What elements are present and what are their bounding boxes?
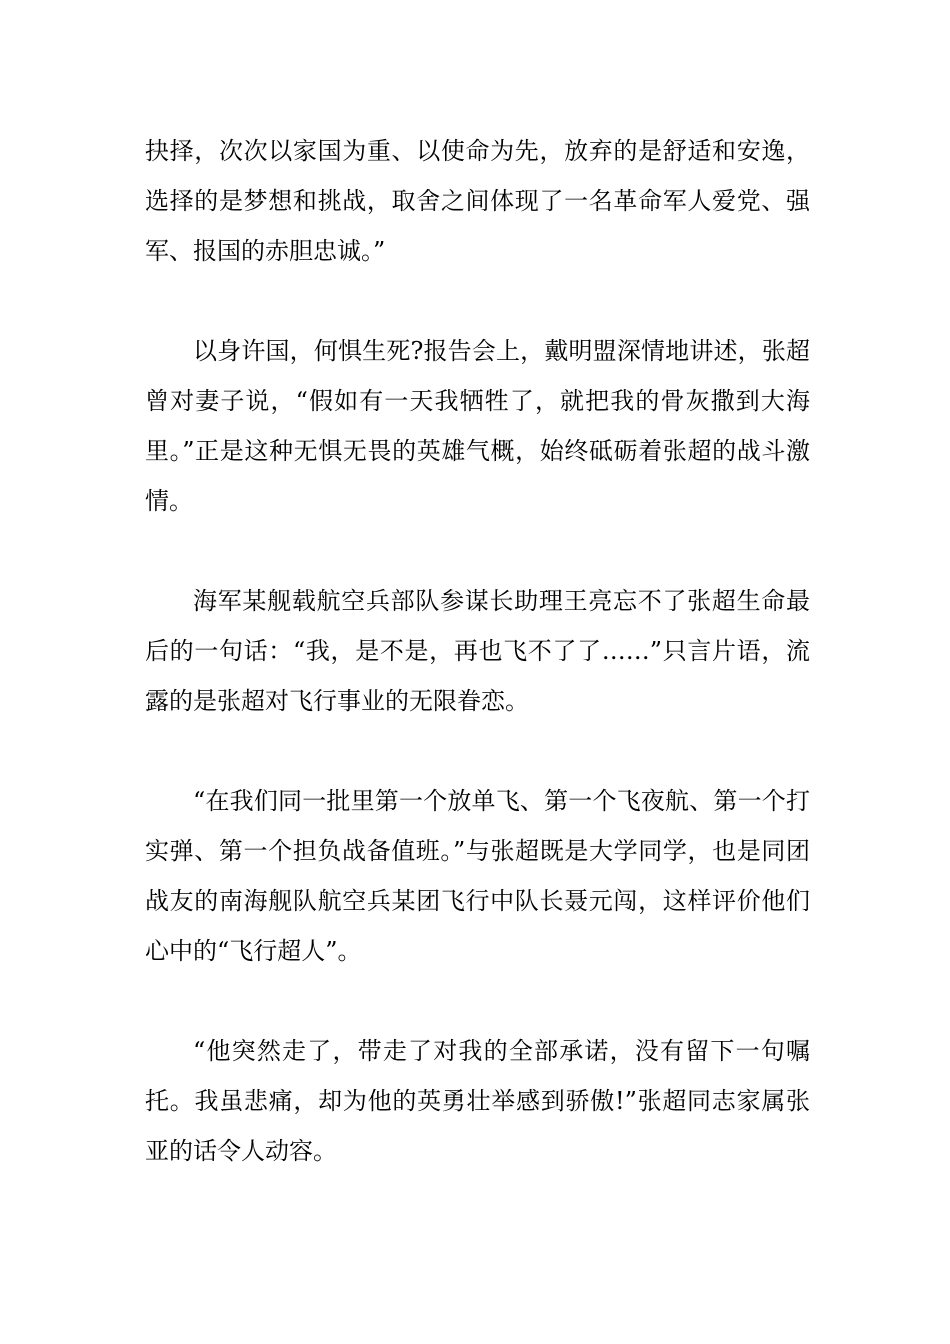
- paragraph-continuation: 抉择，次次以家国为重、以使命为先，放弃的是舒适和安逸，选择的是梦想和挑战，取舍之间体现了一名革命军人爱党、强军、报国的赤胆忠诚。”: [145, 137, 810, 265]
- paragraph: “在我们同一批里第一个放单飞、第一个飞夜航、第一个打实弹、第一个担负战备值班。”与张超既是大学同学，也是同团战友的南海舰队航空兵某团飞行中队长聂元闯，这样评价他们心中的“飞行超人”。: [145, 787, 810, 965]
- paragraph: 海军某舰载航空兵部队参谋长助理王亮忘不了张超生命最后的一句话：“我，是不是，再也飞不了了……”只言片语，流露的是张超对飞行事业的无限眷恋。: [145, 587, 810, 715]
- paragraph: “他突然走了，带走了对我的全部承诺，没有留下一句嘱托。我虽悲痛，却为他的英勇壮举感到骄傲!”张超同志家属张亚的话令人动容。: [145, 1037, 810, 1165]
- paragraph: 以身许国，何惧生死?报告会上，戴明盟深情地讲述，张超曾对妻子说，“假如有一天我牺牲了，就把我的骨灰撒到大海里。”正是这种无惧无畏的英雄气概，始终砥砺着张超的战斗激情。: [145, 337, 810, 515]
